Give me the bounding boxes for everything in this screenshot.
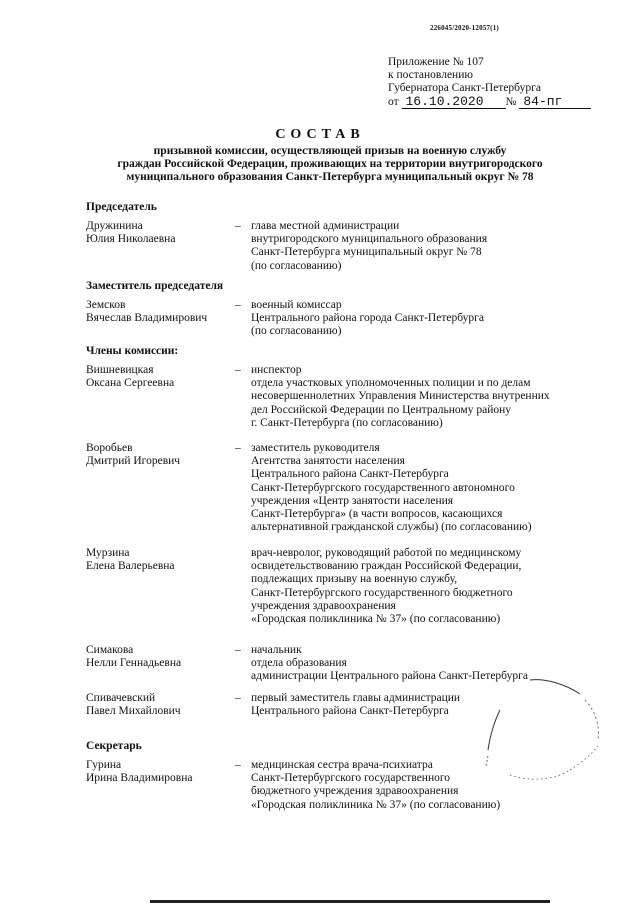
member-given-name: Вячеслав Владимирович xyxy=(86,312,208,325)
appendix-line-2: к постановлению xyxy=(388,69,473,81)
member-role xyxy=(251,364,591,430)
scan-bottom-edge xyxy=(150,900,550,903)
member-given-name: Юлия Николаевна xyxy=(86,233,176,246)
dash: – xyxy=(235,442,241,454)
signature-mark xyxy=(470,670,630,800)
member-surname: Гурина xyxy=(86,759,122,771)
member-name xyxy=(86,442,236,468)
appendix-line-1: Приложение № 107 xyxy=(388,56,484,68)
dash: – xyxy=(235,299,241,311)
role-line: дел Российской Федерации по Центральному району xyxy=(251,403,512,416)
member-given-name: Ирина Владимировна xyxy=(86,772,193,785)
number-label: № xyxy=(505,96,517,108)
member-surname: Мурзина xyxy=(86,547,130,559)
role-line: заместитель руководителя xyxy=(251,442,380,454)
role-line: учреждения «Центр занятости населения xyxy=(251,494,454,507)
section-members: Члены комиссии: xyxy=(86,345,179,357)
document-subtitle xyxy=(60,145,600,185)
dash: – xyxy=(235,220,241,232)
dash: – xyxy=(235,644,241,656)
member-surname: Вишневицкая xyxy=(86,364,154,376)
section-deputy: Заместитель председателя xyxy=(86,280,224,292)
role-line: учреждения здравоохранения xyxy=(251,599,396,612)
member-surname: Дружинина xyxy=(86,220,143,232)
subtitle-line: граждан Российской Федерации, проживающих на территории внутригородского xyxy=(117,158,543,171)
section-secretary: Секретарь xyxy=(86,740,142,752)
member-surname: Симакова xyxy=(86,644,134,656)
document-title: СОСТАВ xyxy=(275,127,365,142)
role-line: (по согласованию) xyxy=(251,325,342,338)
member-role xyxy=(251,299,591,339)
member-role xyxy=(251,442,591,534)
decree-number: 84-пг xyxy=(519,95,591,109)
role-line: внутригородского муниципального образования xyxy=(251,233,488,246)
subtitle-line: муниципального образования Санкт-Петербурга муниципальный округ № 78 xyxy=(126,171,534,184)
role-line: глава местной администрации xyxy=(251,220,400,232)
dash: – xyxy=(235,364,241,376)
member-name xyxy=(86,364,236,390)
decree-date: 16.10.2020 xyxy=(402,95,506,109)
role-line: подлежащих призыву на военную службу, xyxy=(251,573,458,586)
member-name xyxy=(86,644,236,670)
role-line: бюджетного учреждения здравоохранения xyxy=(251,785,459,798)
section-chairman: Председатель xyxy=(86,201,157,213)
role-line: Центрального района Санкт-Петербурга xyxy=(251,705,449,718)
role-line: несовершеннолетних Управления Министерства внутренних xyxy=(251,390,550,403)
member-name xyxy=(86,759,236,785)
member-given-name: Нелли Геннадьевна xyxy=(86,657,182,670)
subtitle-line: призывной комиссии, осуществляющей призыв на военную службу xyxy=(153,145,507,157)
member-name xyxy=(86,692,236,718)
appendix-date-line xyxy=(388,95,591,109)
appendix-line-3: Губернатора Санкт-Петербурга xyxy=(388,82,541,94)
role-line: отдела образования xyxy=(251,657,347,670)
role-line: отдела участковых уполномоченных полиции и по делам xyxy=(251,377,531,390)
member-role xyxy=(251,220,591,273)
document-number: 226045/2020-12057(1) xyxy=(430,24,499,32)
role-line: военный комиссар xyxy=(251,299,342,311)
role-line: Центрального района города Санкт-Петербурга xyxy=(251,312,484,325)
member-name xyxy=(86,547,236,573)
dash: – xyxy=(235,759,241,771)
member-surname: Земсков xyxy=(86,299,126,311)
member-surname: Воробьев xyxy=(86,442,133,454)
role-line: Санкт-Петербурга» (в части вопросов, касающихся xyxy=(251,508,503,521)
role-line: начальник xyxy=(251,644,302,656)
dash: – xyxy=(235,692,241,704)
member-name xyxy=(86,220,236,246)
role-line: инспектор xyxy=(251,364,302,376)
role-line: освидетельствованию граждан Российской Федерации, xyxy=(251,560,522,573)
appendix-block xyxy=(388,56,591,109)
role-line: Санкт-Петербургского государственного бюджетного xyxy=(251,586,513,599)
role-line: Агентства занятости населения xyxy=(251,455,405,468)
role-line: медицинская сестра врача-психиатра xyxy=(251,759,433,771)
role-line: Санкт-Петербургского государственного автономного xyxy=(251,481,515,494)
role-line: администрации Центрального района Санкт-Петербурга xyxy=(251,670,528,683)
member-surname: Спивачевский xyxy=(86,692,156,704)
member-role xyxy=(251,547,591,626)
role-line: Санкт-Петербурга муниципальный округ № 78 xyxy=(251,246,482,259)
role-line: альтернативной гражданской службы) (по согласованию) xyxy=(251,521,532,534)
role-line: (по согласованию) xyxy=(251,259,342,272)
member-given-name: Павел Михайлович xyxy=(86,705,181,718)
role-line: первый заместитель главы администрации xyxy=(251,692,461,704)
from-label: от xyxy=(388,96,399,108)
member-given-name: Дмитрий Игоревич xyxy=(86,455,181,468)
member-given-name: Оксана Сергеевна xyxy=(86,377,175,390)
role-line: Санкт-Петербургского государственного xyxy=(251,772,451,785)
member-given-name: Елена Валерьевна xyxy=(86,560,175,573)
member-name xyxy=(86,299,236,325)
role-line: Центрального района Санкт-Петербурга xyxy=(251,468,449,481)
role-line: «Городская поликлиника № 37» (по согласованию) xyxy=(251,798,501,811)
role-line: врач-невролог, руководящий работой по медицинскому xyxy=(251,547,522,559)
role-line: «Городская поликлиника № 37» (по согласованию) xyxy=(251,613,501,626)
role-line: г. Санкт-Петербурга (по согласованию) xyxy=(251,416,443,429)
